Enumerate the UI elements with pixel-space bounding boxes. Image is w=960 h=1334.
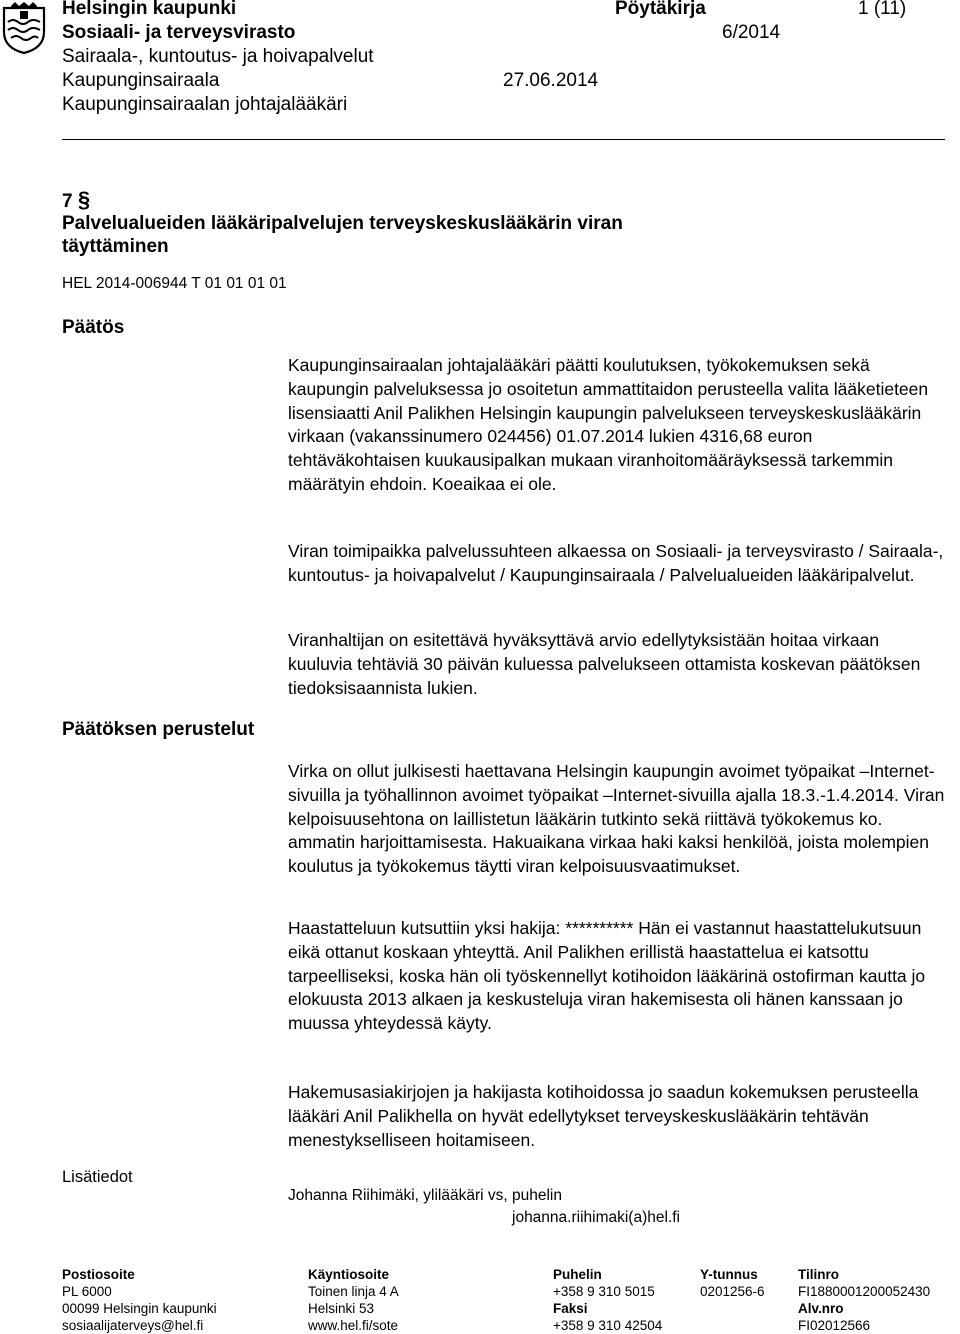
header-divider: [62, 139, 945, 140]
item-title-line2: täyttäminen: [62, 236, 169, 257]
footer-postal-line: 00099 Helsingin kaupunki: [62, 1301, 217, 1316]
footer-phone-heading: Puhelin: [553, 1267, 602, 1282]
decision-paragraph-2: Viran toimipaikka palvelussuhteen alkaessa on Sosiaali- ja terveysvirasto / Sairaala-, kuntoutus- ja hoivapalvelut / Kaupunginsairaala / Palvelualueiden lääkäripalvelut.: [288, 541, 944, 585]
footer-visiting: [308, 1266, 399, 1334]
footer-website[interactable]: www.hel.fi/sote: [308, 1318, 399, 1333]
header-official: Kaupunginsairaalan johtajalääkäri: [62, 94, 348, 115]
footer-vat-number: FI02012566: [798, 1318, 871, 1333]
footer-account-heading: Tilinro: [798, 1267, 840, 1282]
header-org: Helsingin kaupunki: [62, 0, 237, 19]
header-division: Sairaala-, kuntoutus- ja hoivapalvelut: [62, 46, 374, 67]
decision-paragraph-3: Viranhaltijan on esitettävä hyväksyttävä arvio edellytyksistään hoitaa virkaan kuuluvia tehtäviä 30 päivän kuluessa palvelukseen ottamista koskevan päätöksen tiedoksisaannista lukien.: [288, 630, 921, 698]
footer-visiting-heading: Käyntiosoite: [308, 1267, 390, 1282]
header-date: 27.06.2014: [503, 70, 599, 91]
contact-name: Johanna Riihimäki, ylilääkäri vs, puhelin: [288, 1187, 562, 1204]
footer-vat-heading: Alv.nro: [798, 1301, 844, 1316]
header-department: Sosiaali- ja terveysvirasto: [62, 22, 296, 43]
rationale-paragraph-2: Haastatteluun kutsuttiin yksi hakija: ********** Hän ei vastannut haastattelukutsuun eikä ottanut koskaan yhteyttä. Anil Palikhen erillistä haastattelua ei katsottu tarpeelliseksi, koska hän oli työskennellyt kotihoidon lääkärinä ostofirman kautta jo elokuusta 2013 alkaen ja keskusteluja viran hakemisesta oli hänen kanssaan jo muussa yhteydessä käyty.: [288, 918, 926, 1034]
more-info-label: Lisätiedot: [62, 1168, 133, 1186]
item-number: 7 §: [62, 187, 91, 212]
footer-business-id-heading: Y-tunnus: [700, 1267, 758, 1282]
rationale-label: Päätöksen perustelut: [62, 719, 255, 740]
header-doc-type: Pöytäkirja: [615, 0, 706, 19]
contact-email[interactable]: johanna.riihimaki(a)hel.fi: [512, 1209, 680, 1226]
header-unit: Kaupunginsairaala: [62, 70, 220, 91]
footer-phone-number: +358 9 310 5015: [553, 1284, 655, 1299]
rationale-paragraph-3: Hakemusasiakirjojen ja hakijasta kotihoidossa jo saadun kokemuksen perusteella lääkäri Anil Palikhella on hyvät edellytykset terveyskeskuslääkärin tehtävän menestykselliseen hoitamiseen.: [288, 1082, 919, 1150]
footer-account-number: FI1880001200052430: [798, 1284, 931, 1299]
helsinki-crest-logo: [1, 2, 47, 54]
header-page-number: 1 (11): [858, 0, 907, 19]
footer-visiting-line: Helsinki 53: [308, 1301, 375, 1316]
footer-business-id: [700, 1266, 765, 1300]
footer-fax-number: +358 9 310 42504: [553, 1318, 663, 1333]
decision-paragraph-1: Kaupunginsairaalan johtajalääkäri päätti koulutuksen, työkokemuksen sekä kaupungin palveluksessa jo osoitetun ammattitaidon perusteella valita lääketieteen lisensiaatti Anil Palikhen Helsingin kaupungin palvelukseen terveyskeskuslääkärin virkaan (vakanssinumero 024456) 01.07.2014 lukien 4316,68 euron tehtäväkohtaisen kuukausipalkan mukaan viranhoitomääräyksessä tarkemmin määrätyin ehdoin. Koeaikaa ei ole.: [288, 355, 929, 494]
footer-visiting-line: Toinen linja 4 A: [308, 1284, 399, 1299]
rationale-paragraph-1: Virka on ollut julkisesti haettavana Helsingin kaupungin avoimet työpaikat –Internet-sivuilla ja työhallinnon avoimet työpaikat –Internet-sivuilla ajalla 18.3.-1.4.2014. Viran kelpoisuusehtona on laillistetun lääkärin tutkinto sekä riittävä työkokemus ko. ammatin harjoittamisesta. Hakuaikana virkaa haki kaksi henkilöä, joista molempien koulutus ja työkokemus täytti viran kelpoisuusvaatimukset.: [288, 761, 945, 877]
section-sign: §: [77, 187, 91, 212]
footer-postal-line: PL 6000: [62, 1284, 112, 1299]
footer-phone: [553, 1266, 662, 1334]
footer-fax-heading: Faksi: [553, 1301, 588, 1316]
footer-postal: [62, 1266, 217, 1334]
footer-postal-heading: Postiosoite: [62, 1267, 135, 1282]
item-title-line1: Palvelualueiden lääkäripalvelujen terveyskeskuslääkärin viran: [62, 213, 623, 234]
footer-business-id-value: 0201256-6: [700, 1284, 765, 1299]
footer-account: [798, 1266, 930, 1334]
header-meeting-number: 6/2014: [722, 22, 781, 43]
diary-number: HEL 2014-006944 T 01 01 01 01: [62, 275, 287, 292]
decision-label: Päätös: [62, 317, 125, 338]
footer-email[interactable]: sosiaalijaterveys@hel.fi: [62, 1318, 204, 1333]
